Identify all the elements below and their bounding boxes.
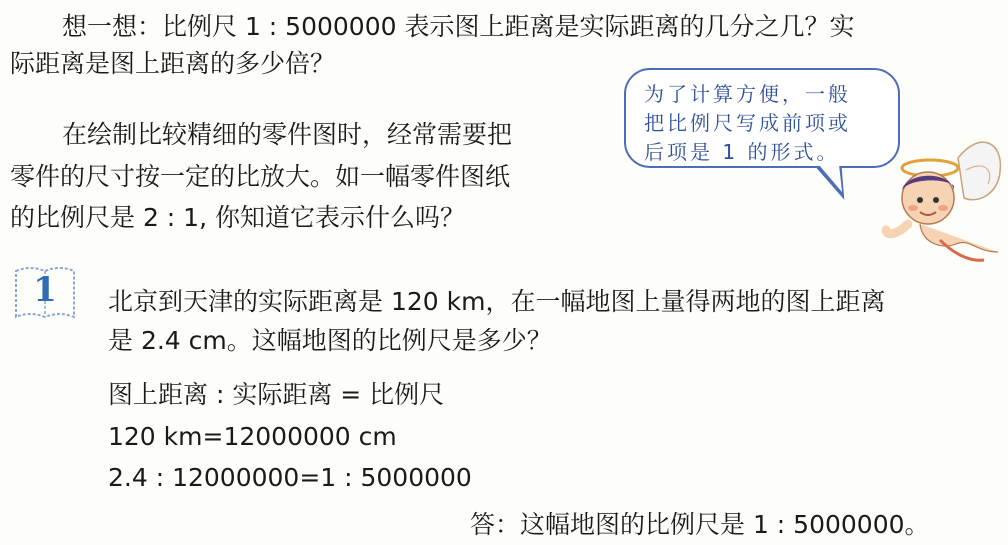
think-question-line-1: 想一想：比例尺 1 : 5000000 表示图上距离是实际距离的几分之几？实 xyxy=(62,12,855,41)
solution-step-1: 图上距离 : 实际距离 = 比例尺 xyxy=(108,380,445,409)
angel-mascot-illustration xyxy=(880,120,1008,270)
intro-paragraph-line-3: 的比例尺是 2 : 1, 你知道它表示什么吗？ xyxy=(10,203,465,232)
solution-step-2: 120 km=12000000 cm xyxy=(108,422,397,451)
example-number: 1 xyxy=(33,270,57,310)
bubble-line-1: 为了计算方便，一般 xyxy=(644,82,851,106)
intro-paragraph-line-2: 零件的尺寸按一定的比放大。如一幅零件图纸 xyxy=(10,162,511,191)
bubble-line-3: 后项是 1 的形式。 xyxy=(644,140,840,164)
answer-line: 答：这幅地图的比例尺是 1 : 5000000。 xyxy=(470,510,930,539)
bubble-line-2: 把比例尺写成前项或 xyxy=(644,111,851,135)
example-problem-line-2: 是 2.4 cm。这幅地图的比例尺是多少？ xyxy=(108,326,552,355)
think-question-line-2: 际距离是图上距离的多少倍？ xyxy=(10,49,336,78)
example-problem-line-1: 北京到天津的实际距离是 120 km，在一幅地图上量得两地的图上距离 xyxy=(108,287,886,316)
intro-paragraph-line-1: 在绘制比较精细的零件图时，经常需要把 xyxy=(62,120,513,149)
solution-step-3: 2.4 : 12000000=1 : 5000000 xyxy=(108,463,472,492)
